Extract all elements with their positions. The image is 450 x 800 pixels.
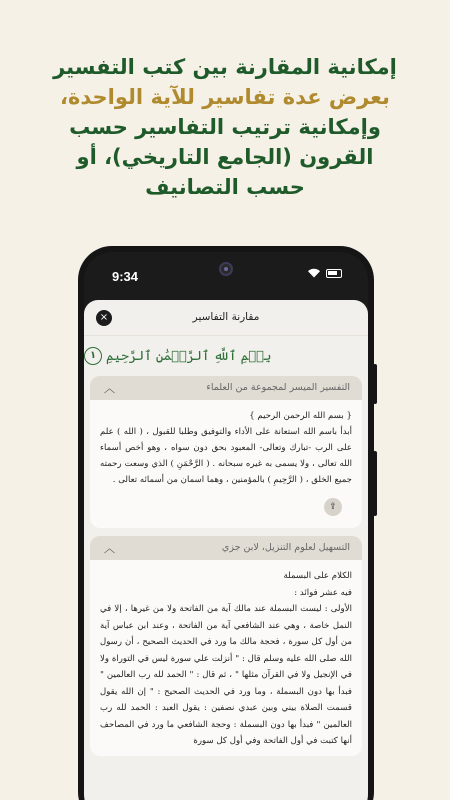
tafsir-card-title: التسهيل لعلوم التنزيل، لابن جزي <box>221 542 350 553</box>
status-icons <box>307 268 342 278</box>
tafsir-paragraph: { بسم الله الرحمن الرحيم } <box>249 411 352 421</box>
chevron-up-icon[interactable]: ︿ <box>104 382 115 395</box>
tafsir-paragraph: فيه عشر فوائد : <box>294 587 352 598</box>
tafsir-card-body <box>90 560 362 756</box>
headline-line-4: القرون (الجامع التاريخي)، أو <box>76 145 374 169</box>
phone-screen <box>84 252 368 800</box>
tafsir-paragraph: أبدأ باسم الله استعانة على الأداء والتوفيق وطلبا للقبول ، ( الله ) علم على الرب -تبارك وتعالى- المعبود بحق دون سواه ، وهو أخص أسماء الله تعالى ، ولا يسمى به غيره سبحانه . ( الرَّحْمَنِ ) الذي وسعت رحمته جميع الخلق ، ( الرَّحِيمِ ) بالمؤمنين ، وهما اسمان من أسمائه تعالى . <box>100 427 352 485</box>
tafsir-card <box>90 376 362 528</box>
wifi-icon <box>307 268 321 278</box>
headline-line-5: حسب التصانيف <box>145 175 305 199</box>
tafsir-card-header[interactable] <box>90 376 362 400</box>
status-time: 9:34 <box>112 269 139 284</box>
promo-headline <box>20 52 430 202</box>
comparison-sheet <box>84 300 368 800</box>
verse-text: بِسۡمِ ٱللَّهِ ٱلرَّحۡمَٰنِ ٱلرَّحِيمِ <box>106 348 272 364</box>
phone-volume-button <box>373 451 377 516</box>
close-icon[interactable]: × <box>96 310 112 326</box>
tafsir-card-body <box>90 400 362 494</box>
phone-side-button <box>373 364 377 404</box>
phone-frame <box>78 246 374 800</box>
tafsir-card <box>90 536 362 756</box>
share-icon[interactable]: ⇪ <box>324 498 342 516</box>
sheet-title: مقارنة التفاسير <box>192 311 260 323</box>
chevron-up-icon[interactable]: ︿ <box>104 542 115 555</box>
headline-line-1: إمكانية المقارنة بين كتب التفسير <box>53 55 397 79</box>
tafsir-paragraph: الأولى : ليست البسملة عند مالك آية من الفاتحة ولا من غيرها ، إلا في النمل خاصة ، وهي عند الشافعي آية من الفاتحة ، وعند ابن عباس آية من أول كل سورة ، فحجة مالك ما ورد في الحديث الصحيح ، أن رسول الله صلى الله عليه وسلم قال : " أنزلت علي سورة ليس في التوراة ولا في الإنجيل ولا في القرآن مثلها " ، ثم قال : " الحمد لله رب العالمين " فبدأ بها دون البسملة ، وما ورد في الحديث الصحيح : " إن الله يقول قسمت الصلاة بيني وبين عبدي نصفين : يقول العبد : الحمد لله رب العالمين " فبدأ بها دون البسملة : وحجة الشافعي ما ورد في المصاحف أنها كتبت في أول الفاتحة وفي أول كل سورة <box>100 604 352 746</box>
tafsir-card-actions <box>90 494 362 528</box>
sheet-header <box>84 300 368 336</box>
battery-icon <box>326 269 342 278</box>
headline-line-3: وإمكانية ترتيب التفاسير حسب <box>69 115 381 139</box>
front-camera <box>219 262 233 276</box>
tafsir-card-header[interactable] <box>90 536 362 560</box>
tafsir-card-title: التفسير الميسر لمجموعة من العلماء <box>206 382 350 393</box>
status-bar <box>84 252 368 296</box>
tafsir-paragraph: الكلام على البسملة <box>283 571 352 581</box>
headline-line-2: بعرض عدة تفاسير للآية الواحدة، <box>60 85 390 109</box>
ayah-number-badge: ١ <box>84 347 102 365</box>
verse-row <box>84 336 368 376</box>
